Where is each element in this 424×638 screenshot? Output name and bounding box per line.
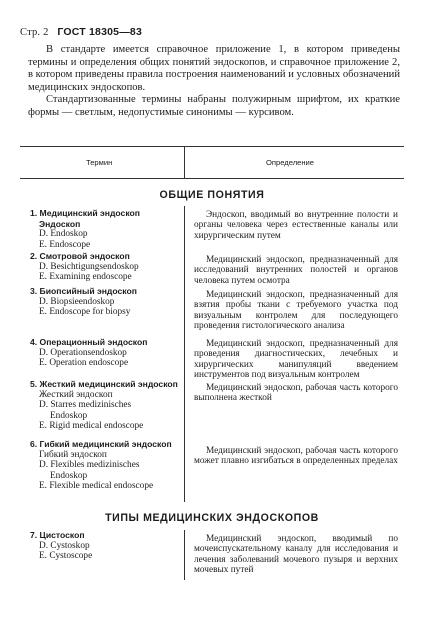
definition-7 (194, 534, 398, 576)
term-title: 3. Биопсийный эндоскоп (30, 286, 137, 296)
definition-1 (194, 210, 398, 241)
page-number: Стр. 2 (20, 27, 49, 38)
term-title: 4. Операционный эндоскоп (30, 337, 148, 347)
term-german: D. Biopsieendoskop (39, 296, 115, 307)
term-1 (30, 208, 182, 250)
column-header-term: Термин (86, 158, 113, 167)
term-3 (30, 286, 182, 318)
term-german: D. Endoskop (39, 229, 88, 240)
definition-text: Медицинский эндоскоп, предназначенный для проведения диагностических, лечебных и хирургических манипуляций введением инструментов под визуальным контролем (194, 339, 398, 381)
term-english: E. Operation endoscope (39, 358, 129, 369)
term-english: E. Endoscope for biopsy (39, 307, 131, 318)
definition-text: Медицинский эндоскоп, рабочая часть которого может плавно изгибаться в определенных пределах (194, 446, 398, 467)
term-6 (30, 439, 182, 492)
standard-code: ГОСТ 18305—83 (57, 26, 142, 38)
term-english: E. Flexible medical endoscope (39, 481, 154, 492)
term-german: D. Flexibles medizinisches (39, 460, 140, 471)
term-german: D. Starres medizinisches (39, 400, 132, 411)
term-german: D. Besichtigungsendoskop (39, 261, 139, 272)
intro-paragraph-2: Стандартизованные термины набраны полужирным шрифтом, их краткие формы — светлым, недопустимые синонимы — курсивом. (28, 94, 400, 118)
term-german: D. Cystoskop (39, 540, 90, 551)
column-header-definition: Определение (266, 158, 315, 167)
term-4 (30, 337, 182, 369)
definition-text: Медицинский эндоскоп, рабочая часть которого выполнена жесткой (194, 383, 398, 404)
term-german-cont: Endoskop (50, 470, 88, 481)
term-english: E. Examining endoscope (39, 272, 132, 283)
term-short: Жесткий эндоскоп (39, 389, 113, 400)
section-title-types: ТИПЫ МЕДИЦИНСКИХ ЭНДОСКОПОВ (105, 512, 319, 524)
definition-text: Медицинский эндоскоп, вводимый по мочеиспускательному каналу для исследования и лечения заболеваний мочевого пузыря и верхних мочевых путей (194, 534, 398, 576)
term-title: 2. Смотровой эндоскоп (30, 251, 130, 261)
term-short: Гибкий эндоскоп (39, 449, 107, 460)
definition-4 (194, 339, 398, 381)
section-title-general: ОБЩИЕ ПОНЯТИЯ (159, 189, 265, 201)
term-english: E. Endoscope (39, 239, 91, 250)
definition-6 (194, 446, 398, 467)
table-header-divider (184, 146, 185, 178)
table-header-rule (20, 178, 404, 179)
definition-5 (194, 383, 398, 404)
term-title: 5. Жесткий медицинский эндоскоп (30, 379, 178, 389)
definition-3 (194, 290, 398, 332)
table-column-divider-2 (184, 530, 185, 580)
term-2 (30, 251, 182, 283)
table-top-rule (20, 146, 404, 147)
term-english: E. Cystoscope (39, 551, 93, 562)
intro-paragraph-1: В стандарте имеется справочное приложение 1, в котором приведены термины и определения общих понятий эндоскопов, и справочное приложение 2, в котором приведены правила построения наименований и условных обозначений медицинских эндоскопов. (28, 44, 400, 93)
definition-text: Медицинский эндоскоп, предназначенный для взятия пробы ткани с требуемого участка под визуальным контролем для последующего проведения гистологического анализа (194, 290, 398, 332)
term-english: E. Rigid medical endoscope (39, 421, 144, 432)
term-german-cont: Endoskop (50, 410, 88, 421)
term-short: Эндоскоп (39, 218, 81, 229)
term-title: 6. Гибкий медицинский эндоскоп (30, 439, 172, 449)
term-7 (30, 530, 182, 562)
term-title: 7. Цистоскоп (30, 530, 85, 540)
definition-text: Эндоскоп, вводимый во внутренние полости и органы человека через естественные каналы или хирургическим путем (194, 210, 398, 241)
term-title: 1. Медицинский эндоскоп (30, 208, 140, 218)
definition-text: Медицинский эндоскоп, предназначенный для исследований внутренних полостей и органов человека путем осмотра (194, 255, 398, 286)
intro-text (28, 44, 400, 120)
definition-2 (194, 255, 398, 286)
page-header (20, 26, 142, 38)
term-5 (30, 379, 182, 432)
table-column-divider (184, 206, 185, 502)
term-german: D. Operationsendoskop (39, 347, 127, 358)
